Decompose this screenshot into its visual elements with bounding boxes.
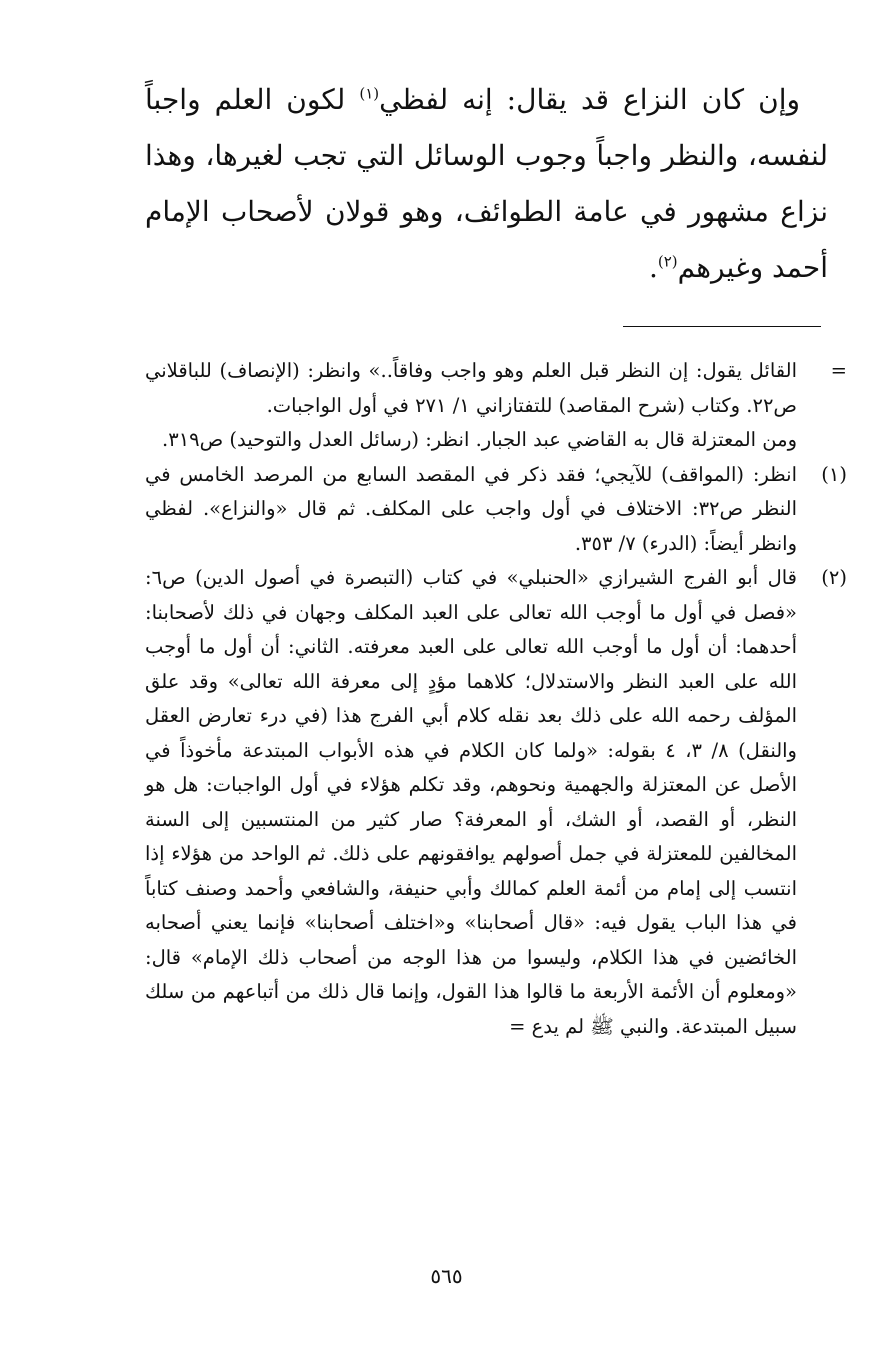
footnote-1-marker: (١) — [821, 462, 847, 486]
footnote-1 — [145, 458, 847, 562]
main-text-part-b: لكون العلم واجباً لنفسه، والنظر واجباً وجوب الوسائل التي تجب لغيرها، وهذا نزاع مشهور في عامة الطوائف، وهو قولان لأصحاب الإمام أحمد وغيرهم — [145, 83, 828, 284]
main-paragraph-text — [145, 72, 828, 296]
page-number: ٥٦٥ — [430, 1264, 463, 1288]
continuation-marker: = — [830, 359, 847, 382]
footnote-2 — [145, 561, 847, 1044]
footnote-continuation-line-1: القائل يقول: إن النظر قبل العلم وهو واجب وفاقاً..» وانظر: (الإنصاف) للباقلاني ص٢٢. وكتاب (شرح المقاصد) للتفتازاني ١/ ٢٧١ في أول الواجبات. — [145, 359, 797, 417]
footnote-continuation-line-2: ومن المعتزلة قال به القاضي عبد الجبار. انظر: (رسائل العدل والتوحيد) ص٣١٩. — [162, 428, 797, 451]
footnote-2-marker: (٢) — [821, 566, 847, 589]
footnote-2-text: قال أبو الفرج الشيرازي «الحنبلي» في كتاب (التبصرة في أصول الدين) ص٦: «فصل في أول ما أوجب الله تعالى على العبد المكلف وجهان في ذلك لأصحابنا: أحدهما: أن أول ما أوجب الله تعالى على العبد معرفته. الثاني: أن أول ما أوجب الله على العبد النظر والاستدلال؛ كلاهما مؤدٍ إلى معرفة الله تعالى» وقد علق المؤلف رحمه الله على ذلك بعد نقله كلام أبي الفرج هذا (في درء تعارض العقل والنقل) ٨/ ٣، ٤ بقوله: «ولما كان الكلام في هذه الأبواب المبتدعة مأخوذاً في الأصل عن المعتزلة والجهمية ونحوهم، وقد تكلم هؤلاء في أول الواجبات: هل هو النظر، أو القصد، أو الشك، أو المعرفة؟ صار كثير من المنتسبين إلى السنة المخالفين للمعتزلة في جمل أصولهم يوافقونهم على ذلك. ثم الواحد من هؤلاء إذا انتسب إلى إمام من أئمة العلم كمالك وأبي حنيفة، والشافعي وأحمد وصنف كتاباً في هذا الباب يقول فيه: «قال أصحابنا» و«اختلف أصحابنا» فإنما يعني أصحابه الخائضين في هذا الكلام، وليسوا من هذا الوجه من أصحاب ذلك الإمام» قال: «ومعلوم أن الأئمة الأربعة ما قالوا هذا القول، وإنما قال ذلك من أتباعهم من سلك سبيل المبتدعة. والنبي ﷺ لم يدع = — [145, 566, 797, 1038]
footnote-1-text: انظر: (المواقف) للآيجي؛ فقد ذكر في المقصد السابع من المرصد الخامس في النظر ص٣٢: الاختلاف في أول واجب على المكلف. ثم قال «والنزاع». لفظي وانظر أيضاً: (الدرء) ٧/ ٣٥٣. — [145, 462, 797, 555]
footnote-reference-1[interactable]: (١) — [359, 84, 380, 103]
footnote-reference-2[interactable]: (٢) — [657, 252, 678, 271]
main-paragraph — [145, 72, 828, 296]
footnote-continuation — [145, 354, 847, 458]
footnotes-section — [145, 354, 847, 1044]
footnote-continuation-body — [145, 354, 797, 458]
main-text-part-a: وإن كان النزاع قد يقال: إنه لفظي — [379, 83, 800, 116]
main-text-part-c: . — [648, 251, 658, 284]
footnote-divider — [623, 326, 821, 327]
